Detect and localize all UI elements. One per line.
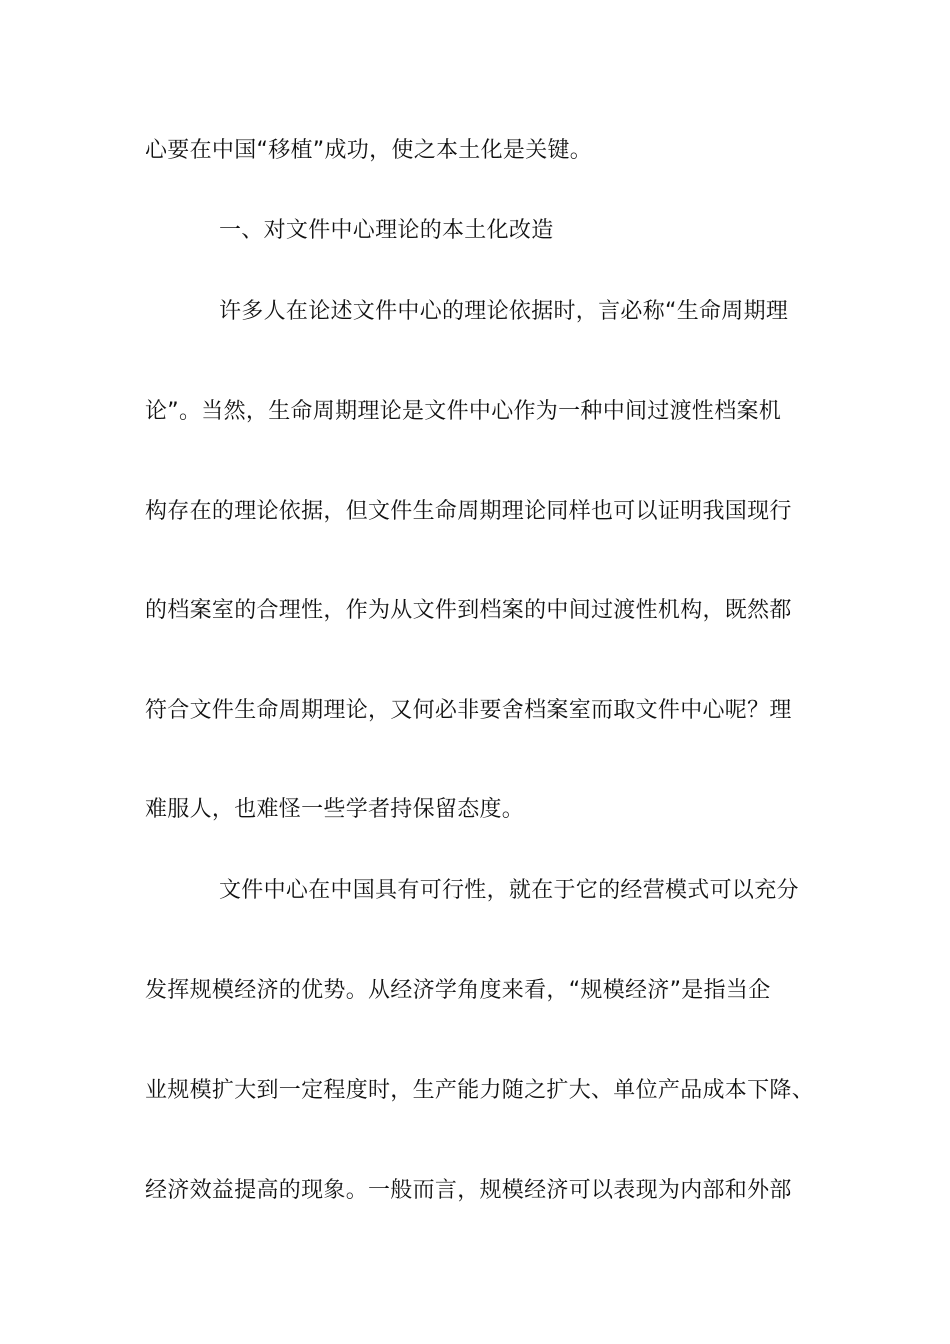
text-line: 许多人在论述文件中心的理论依据时，言必称“生命周期理 bbox=[219, 299, 789, 324]
text-line: 文件中心在中国具有可行性，就在于它的经营模式可以充分 bbox=[219, 878, 799, 903]
text-line: 心要在中国“移植”成功，使之本土化是关键。 bbox=[145, 138, 593, 163]
text-line: 业规模扩大到一定程度时，生产能力随之扩大、单位产品成本下降、 bbox=[145, 1078, 815, 1103]
section-heading: 一、对文件中心理论的本土化改造 bbox=[219, 218, 554, 243]
text-line: 论”。当然，生命周期理论是文件中心作为一种中间过渡性档案机 bbox=[145, 399, 782, 424]
text-line: 发挥规模经济的优势。从经济学角度来看，“规模经济”是指当企 bbox=[145, 978, 771, 1003]
text-line: 符合文件生命周期理论，又何必非要舍档案室而取文件中心呢？理 bbox=[145, 698, 792, 723]
text-line: 构存在的理论依据，但文件生命周期理论同样也可以证明我国现行 bbox=[145, 499, 792, 524]
text-line: 经济效益提高的现象。一般而言，规模经济可以表现为内部和外部 bbox=[145, 1178, 792, 1203]
text-line: 的档案室的合理性，作为从文件到档案的中间过渡性机构，既然都 bbox=[145, 598, 792, 623]
text-line: 难服人，也难怪一些学者持保留态度。 bbox=[145, 797, 525, 822]
